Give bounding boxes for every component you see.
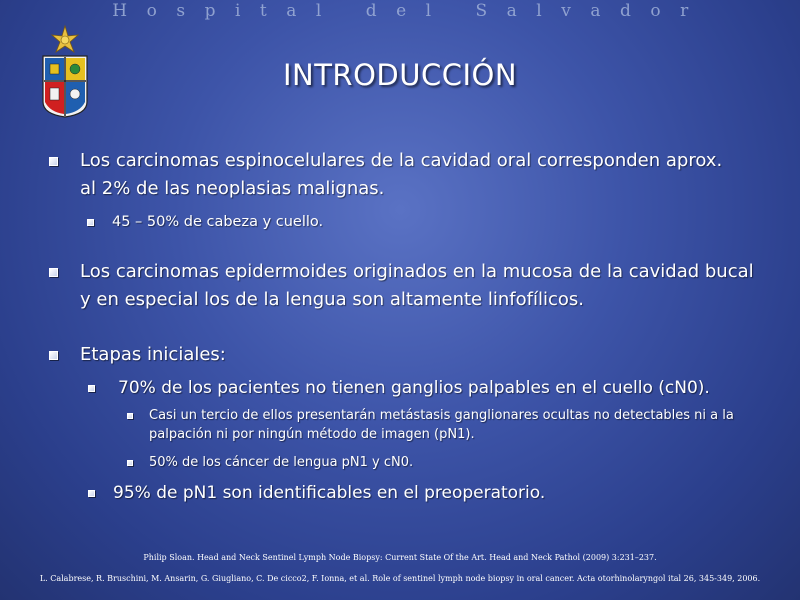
bullet-text: Los carcinomas espinocelulares de la cavidad oral corresponden aprox. al 2% de las neoplasias malignas.: [80, 150, 723, 199]
bullet-square-icon: [127, 460, 133, 466]
bullet-square-icon: [127, 413, 133, 419]
hospital-header: Hospital del Salvador: [112, 1, 708, 21]
bullet-item: [80, 341, 740, 369]
slide-title: INTRODUCCIÓN: [282, 58, 518, 92]
bullet-text: 70% de los pacientes no tienen ganglios palpables en el cuello (cN0).: [118, 378, 710, 398]
sub-bullet-item: [113, 480, 763, 506]
bullet-text: 45 – 50% de cabeza y cuello.: [112, 214, 324, 230]
bullet-square-icon: [49, 157, 58, 166]
sub-sub-bullet-item: [149, 453, 749, 472]
sub-bullet-item: [118, 375, 768, 401]
reference-2: L. Calabrese, R. Bruschini, M. Ansarin, G. Giugliano, C. De cicco2, F. Ionna, et al. Role of sentinel lymph node biopsy in oral cancer. Acta otorhinolaryngol ital 26, 345-349, 2006.: [39, 574, 761, 583]
bullet-text: Etapas iniciales:: [80, 344, 226, 365]
bullet-text: 50% de los cáncer de lengua pN1 y cN0.: [149, 455, 414, 470]
bullet-text: Los carcinomas epidermoides originados en la mucosa de la cavidad bucal y en especial los de la lengua son altamente linfofílicos.: [80, 261, 754, 310]
bullet-square-icon: [88, 490, 95, 497]
sub-sub-bullet-item: [149, 406, 749, 444]
bullet-item: [80, 147, 740, 203]
bullet-item: [80, 258, 770, 314]
bullet-square-icon: [87, 219, 94, 226]
reference-1: Philip Sloan. Head and Neck Sentinel Lymph Node Biopsy: Current State Of the Art. Head and Neck Pathol (2009) 3:231–237.: [143, 553, 657, 562]
sub-bullet-item: [112, 211, 732, 233]
bullet-square-icon: [49, 351, 58, 360]
bullet-text: 95% de pN1 son identificables en el preoperatorio.: [113, 483, 546, 503]
bullet-square-icon: [88, 385, 95, 392]
bullet-square-icon: [49, 268, 58, 277]
bullet-text: Casi un tercio de ellos presentarán metástasis ganglionares ocultas no detectables ni a la palpación ni por ningún método de imagen (pN1).: [149, 408, 734, 442]
